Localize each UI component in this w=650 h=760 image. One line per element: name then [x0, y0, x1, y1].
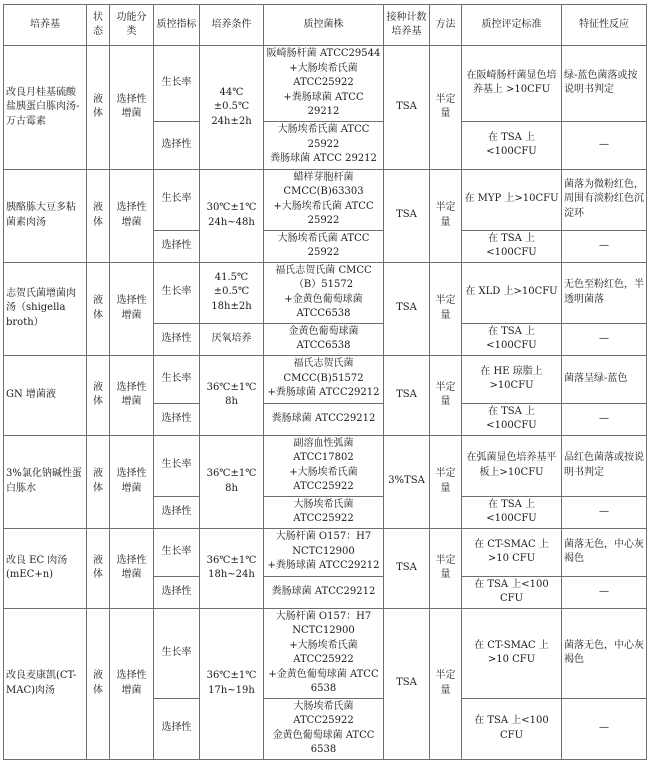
cell-line: 阪崎肠杆菌 ATCC29544 [266, 48, 381, 59]
criterion-cell: 在 TSA 上<100CFU [462, 230, 562, 262]
cell-line: 18h±2h [211, 300, 252, 312]
cell-line: 粪肠球菌 ATCC29212 [271, 412, 376, 424]
qc-index-cell: 生长率 [154, 528, 200, 576]
method-cell: 半定量 [430, 528, 462, 608]
feature-cell: — [562, 121, 647, 169]
condition-cell [200, 169, 264, 262]
header-feature: 特征性反应 [562, 5, 647, 46]
cell-line: 蜡样芽胞杆菌 CMCC(B)63303 [283, 171, 364, 197]
header-count-medium: 接种计数培养基 [384, 5, 430, 46]
header-medium: 培养基 [4, 5, 87, 46]
feature-cell: 无色至粉红色，半透明菌落 [562, 262, 647, 323]
method-cell: 半定量 [430, 435, 462, 528]
cell-line: 18h~24h [208, 569, 255, 580]
condition-cell [200, 528, 264, 608]
strain-cell [264, 403, 384, 435]
cell-line: 大肠杆菌 O157：H7 NCTC12900 [275, 531, 372, 557]
medium-cell: 改良 EC 肉汤(mEC+n) [4, 528, 87, 608]
cell-line: 8h [225, 482, 238, 494]
cell-line: 44℃±0.5℃ [213, 86, 250, 112]
cell-line: 粪肠球菌 ATCC 29212 [270, 153, 377, 165]
count-medium-cell: TSA [384, 528, 430, 608]
method-cell: 半定量 [430, 169, 462, 262]
count-medium-cell: TSA [384, 262, 430, 355]
strain-cell [264, 576, 384, 608]
qc-index-cell: 生长率 [154, 435, 200, 496]
criterion-cell: 在 CT-SMAC 上>10 CFU [462, 608, 562, 698]
qc-index-cell: 生长率 [154, 262, 200, 323]
feature-cell: 品红色菌落或按说明书判定 [562, 435, 647, 496]
method-cell: 半定量 [430, 46, 462, 170]
feature-cell: — [562, 698, 647, 759]
table-row [4, 435, 647, 496]
feature-cell: 菌落无色，中心灰褐色 [562, 608, 647, 698]
cell-line: 金黄色葡萄球菌 ATCC6538 [288, 325, 359, 351]
feature-cell: 菌落呈绿-蓝色 [562, 355, 647, 403]
criterion-cell: 在 HE 琼脂上>10CFU [462, 355, 562, 403]
state-cell: 液体 [87, 262, 110, 355]
header-condition: 培养条件 [200, 5, 264, 46]
count-medium-cell: 3%TSA [384, 435, 430, 528]
header-strain: 质控菌株 [264, 5, 384, 46]
state-cell: 液体 [87, 608, 110, 759]
cell-line: 福氏志贺氏菌 CMCC(B)51572 [283, 358, 364, 384]
cell-line: 41.5℃±0.5℃ [213, 271, 250, 298]
cell-line: 24h±2h [211, 115, 252, 127]
cell-line: +大肠埃希氏菌 ATCC 25922 [273, 200, 374, 226]
feature-cell: 菌落无色，中心灰褐色 [562, 528, 647, 576]
medium-cell: GN 增菌液 [4, 355, 87, 435]
condition-cell [200, 262, 264, 323]
criterion-cell: 在 TSA 上<100CFU [462, 323, 562, 355]
qc-index-cell: 生长率 [154, 46, 200, 122]
header-state: 状态 [87, 5, 110, 46]
header-qc-index: 质控指标 [154, 5, 200, 46]
table-row [4, 262, 647, 323]
strain-cell [264, 169, 384, 230]
header-category: 功能分类 [110, 5, 154, 46]
medium-cell: 志贺氏菌增菌肉汤（shigella broth） [4, 262, 87, 355]
qc-index-cell: 生长率 [154, 169, 200, 230]
condition-cell [200, 355, 264, 435]
cell-line: +大肠埃希氏菌 ATCC25922 [289, 466, 358, 492]
medium-cell: 胰酪胨大豆多粘菌素肉汤 [4, 169, 87, 262]
table-row [4, 528, 647, 576]
strain-cell [264, 121, 384, 169]
feature-cell: 菌落为微粉红色，周围有淡粉红色沉淀环 [562, 169, 647, 230]
table-body [4, 46, 647, 760]
feature-cell: — [562, 496, 647, 528]
strain-cell [264, 262, 384, 323]
qc-index-cell: 生长率 [154, 355, 200, 403]
table-row [4, 169, 647, 230]
category-cell: 选择性增菌 [110, 435, 154, 528]
criterion-cell: 在 MYP 上>10CFU [462, 169, 562, 230]
cell-line: 大肠杆菌 O157：H7 NCTC12900 [275, 610, 372, 636]
cell-line: 17h~19h [208, 684, 255, 696]
condition-cell [200, 435, 264, 528]
count-medium-cell: TSA [384, 169, 430, 262]
qc-index-cell: 选择性 [154, 698, 200, 759]
state-cell: 液体 [87, 46, 110, 170]
criterion-cell: 在 CT-SMAC 上>10 CFU [462, 528, 562, 576]
header-method: 方法 [430, 5, 462, 46]
state-cell: 液体 [87, 169, 110, 262]
strain-cell [264, 496, 384, 528]
strain-cell [264, 435, 384, 496]
medium-cell: 改良麦康凯(CT-MAC)肉汤 [4, 608, 87, 759]
category-cell: 选择性增菌 [110, 528, 154, 608]
criterion-cell: 在 TSA 上<100 CFU [462, 576, 562, 608]
cell-line: +金黄色葡萄球菌 ATCC6538 [284, 293, 363, 319]
state-cell: 液体 [87, 528, 110, 608]
method-cell: 半定量 [430, 355, 462, 435]
category-cell: 选择性增菌 [110, 608, 154, 759]
table-row [4, 355, 647, 403]
category-cell: 选择性增菌 [110, 46, 154, 170]
qc-index-cell: 选择性 [154, 121, 200, 169]
category-cell: 选择性增菌 [110, 169, 154, 262]
strain-cell [264, 323, 384, 355]
qc-index-cell: 生长率 [154, 608, 200, 698]
cell-line: 36℃±1℃ [206, 468, 257, 479]
strain-cell [264, 608, 384, 698]
count-medium-cell: TSA [384, 355, 430, 435]
feature-cell: — [562, 323, 647, 355]
cell-line: 大肠埃希氏菌 ATCC25922 [293, 700, 354, 726]
category-cell: 选择性增菌 [110, 355, 154, 435]
strain-cell [264, 698, 384, 759]
category-cell: 选择性增菌 [110, 262, 154, 355]
strain-cell [264, 355, 384, 403]
qc-index-cell: 选择性 [154, 323, 200, 355]
state-cell: 液体 [87, 355, 110, 435]
cell-line: 粪肠球菌 ATCC29212 [271, 585, 376, 597]
cell-line: 36℃±1℃ [206, 670, 257, 681]
cell-line: 大肠埃希氏菌 ATCC 25922 [277, 232, 370, 258]
cell-line: 福氏志贺氏菌 CMCC（B）51572 [275, 264, 372, 290]
criterion-cell: 在 TSA 上<100CFU [462, 403, 562, 435]
cell-line: +大肠埃希氏菌 ATCC25922 [289, 639, 358, 665]
criterion-cell: 在 TSA 上<100 CFU [462, 698, 562, 759]
cell-line: +粪肠球菌 ATCC29212 [267, 387, 380, 399]
cell-line: +粪肠球菌 ATCC 29212 [283, 91, 364, 117]
criterion-cell: 在弧菌显色培养基平板上>10CFU [462, 435, 562, 496]
cell-line: +大肠埃希氏菌 ATCC25922 [289, 62, 358, 88]
feature-cell: — [562, 403, 647, 435]
cell-line: 大肠埃希氏菌 ATCC25922 [293, 498, 354, 524]
header-row [4, 5, 647, 46]
qc-index-cell: 选择性 [154, 576, 200, 608]
cell-line: 金黄色葡萄球菌 ATCC 6538 [272, 729, 375, 755]
cell-line: 副溶血性弧菌 ATCC17802 [293, 437, 354, 463]
criterion-cell: 在 XLD 上>10CFU [462, 262, 562, 323]
criterion-cell: 在 TSA 上<100CFU [462, 496, 562, 528]
state-cell: 液体 [87, 435, 110, 528]
feature-cell: — [562, 230, 647, 262]
count-medium-cell: TSA [384, 46, 430, 170]
criterion-cell: 在 TSA 上<100CFU [462, 121, 562, 169]
cell-line: 大肠埃希氏菌 ATCC 25922 [277, 124, 370, 150]
qc-index-cell: 选择性 [154, 496, 200, 528]
method-cell: 半定量 [430, 608, 462, 759]
cell-line: 30℃±1℃ [206, 202, 257, 213]
cell-line: 8h [225, 396, 238, 407]
criterion-cell: 在阪崎肠杆菌显色培养基上 >10CFU [462, 46, 562, 122]
qc-index-cell: 选择性 [154, 230, 200, 262]
feature-cell: 绿-蓝色菌落或按说明书判定 [562, 46, 647, 122]
qc-index-cell: 选择性 [154, 403, 200, 435]
table-row [4, 608, 647, 698]
cell-line: 24h~48h [208, 216, 255, 228]
cell-line: 36℃±1℃ [206, 554, 257, 566]
method-cell: 半定量 [430, 262, 462, 355]
strain-cell [264, 46, 384, 122]
count-medium-cell: TSA [384, 608, 430, 759]
condition-cell [200, 608, 264, 759]
table-row [4, 46, 647, 122]
header-criterion: 质控评定标准 [462, 5, 562, 46]
medium-cell: 3%氯化钠碱性蛋白胨水 [4, 435, 87, 528]
strain-cell [264, 230, 384, 262]
cell-line: 36℃±1℃ [206, 381, 257, 393]
medium-cell: 改良月桂基硫酸盐胰蛋白胨肉汤-万古霉素 [4, 46, 87, 170]
strain-cell [264, 528, 384, 576]
qc-table [3, 4, 647, 760]
condition-cell: 厌氧培养 [200, 323, 264, 355]
feature-cell: — [562, 576, 647, 608]
condition-cell [200, 46, 264, 170]
cell-line: +粪肠球菌 ATCC29212 [267, 560, 380, 572]
cell-line: +金黄色葡萄球菌 ATCC 6538 [268, 668, 379, 694]
